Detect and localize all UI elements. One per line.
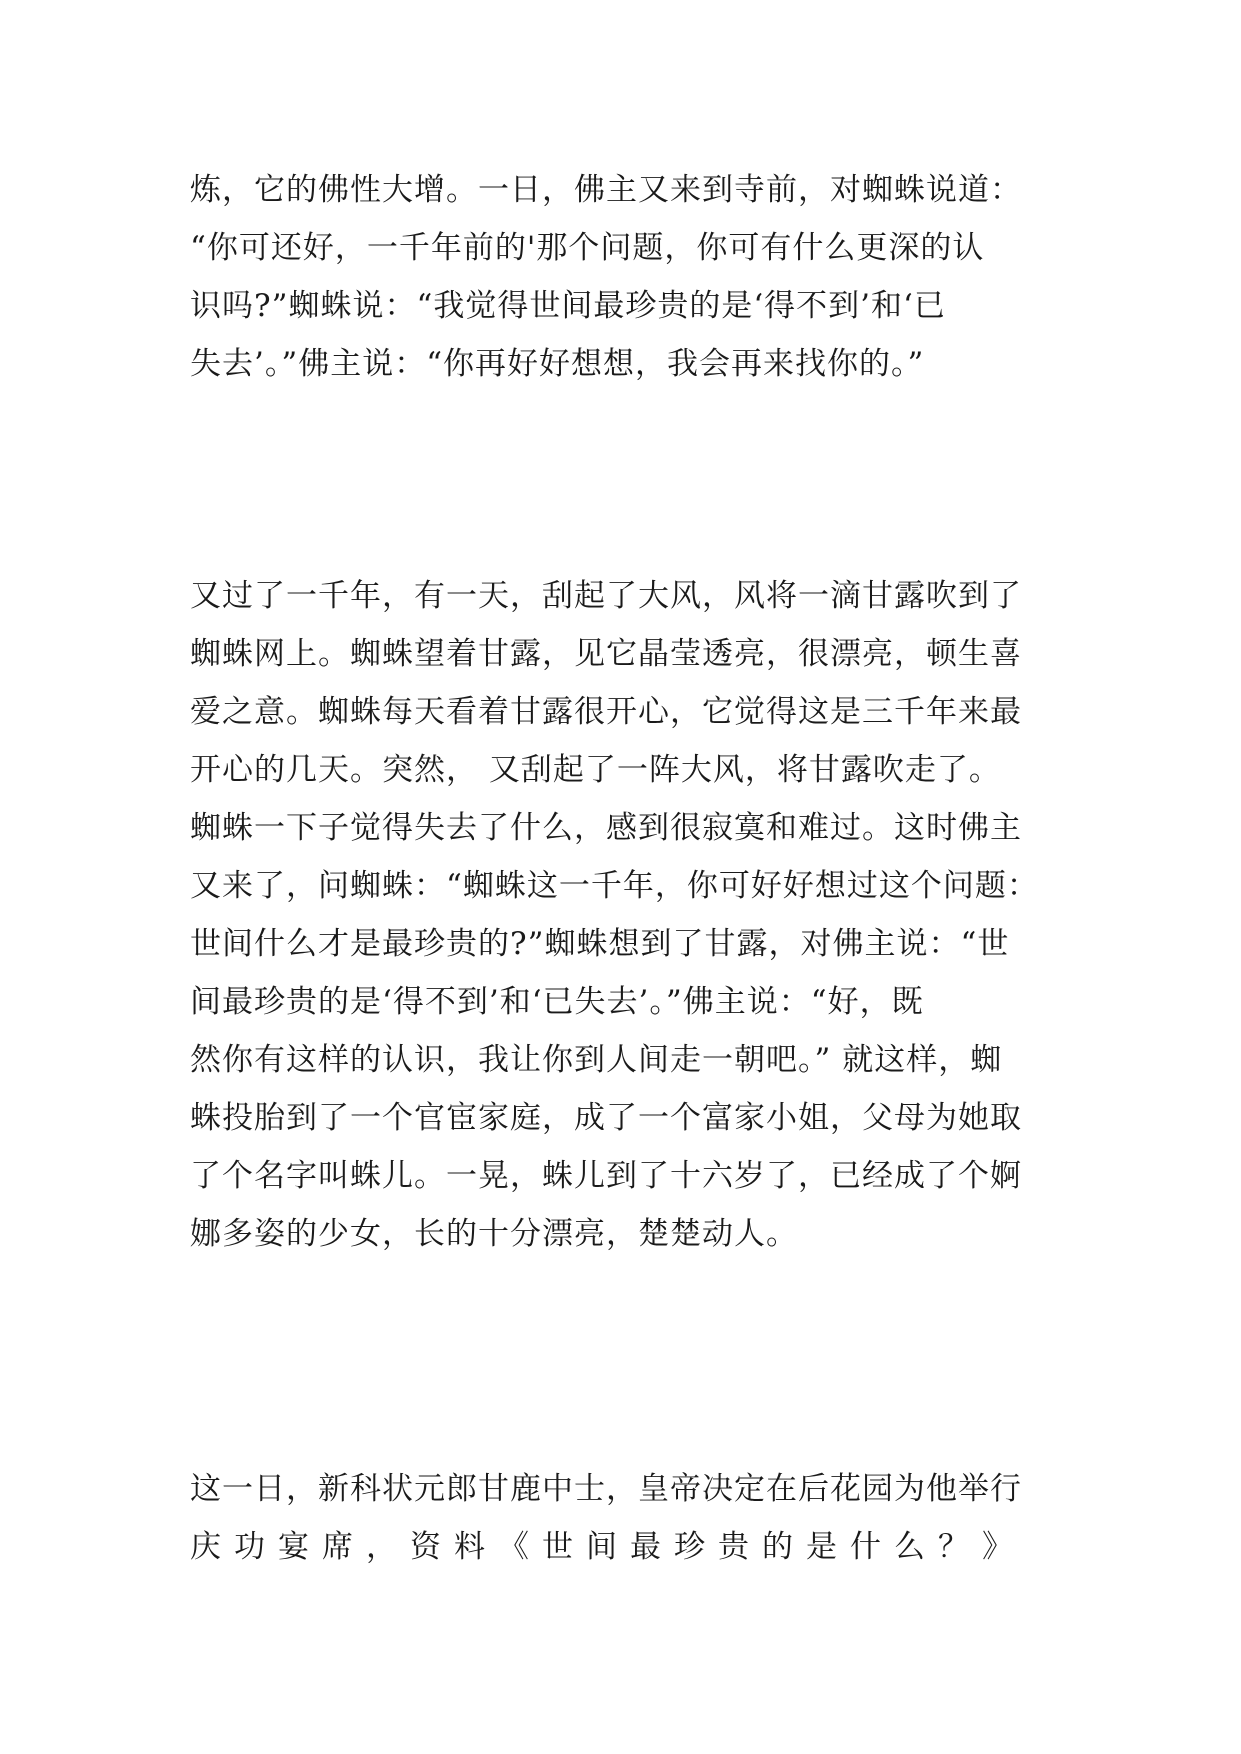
text-line: 蜘蛛网上。蜘蛛望着甘露，见它晶莹透亮，很漂亮，顿生喜 xyxy=(190,636,1022,672)
text-line: 开心的几天。突然， 又刮起了一阵大风，将甘露吹走了。 xyxy=(190,752,1001,788)
text-line: 炼，它的佛性大增。一日，佛主又来到寺前，对蜘蛛说道： xyxy=(190,172,1022,208)
text-line: 又来了，问蜘蛛：“蜘蛛这一千年，你可好好想过这个问题： xyxy=(190,868,1039,904)
paragraph-1 xyxy=(190,161,1070,393)
text-line: 间最珍贵的是‘得不到’和‘已失去’。”佛主说：“好，既 xyxy=(190,984,924,1020)
text-line: “你可还好，一千年前的'那个问题，你可有什么更深的认 xyxy=(190,230,985,266)
text-line: 又过了一千年，有一天，刮起了大风，风将一滴甘露吹到了 xyxy=(190,578,1022,614)
text-line: 爱之意。蜘蛛每天看着甘露很开心，它觉得这是三千年来最 xyxy=(190,694,1022,730)
text-line: 这一日，新科状元郎甘鹿中士，皇帝决定在后花园为他举行 xyxy=(190,1471,1022,1507)
text-line: 庆功宴席，资料《世间最珍贵的是什么？》 xyxy=(190,1529,1026,1565)
paragraph-2 xyxy=(190,567,1070,1263)
text-line: 然你有这样的认识，我让你到人间走一朝吧。” 就这样，蜘 xyxy=(190,1042,1003,1078)
text-line: 了个名字叫蛛儿。一晃，蛛儿到了十六岁了，已经成了个婀 xyxy=(190,1158,1022,1194)
text-line: 识吗?”蜘蛛说：“我觉得世间最珍贵的是‘得不到’和‘已 xyxy=(190,288,946,324)
text-line: 世间什么才是最珍贵的?”蜘蛛想到了甘露，对佛主说：“世 xyxy=(190,926,1010,962)
text-line: 蛛投胎到了一个官宦家庭，成了一个富家小姐，父母为她取 xyxy=(190,1100,1022,1136)
text-line: 娜多姿的少女，长的十分漂亮，楚楚动人。 xyxy=(190,1216,798,1252)
text-line: 蜘蛛一下子觉得失去了什么，感到很寂寞和难过。这时佛主 xyxy=(190,810,1022,846)
text-line: 失去’。”佛主说：“你再好好想想，我会再来找你的。” xyxy=(190,346,925,382)
paragraph-3 xyxy=(190,1460,1070,1576)
